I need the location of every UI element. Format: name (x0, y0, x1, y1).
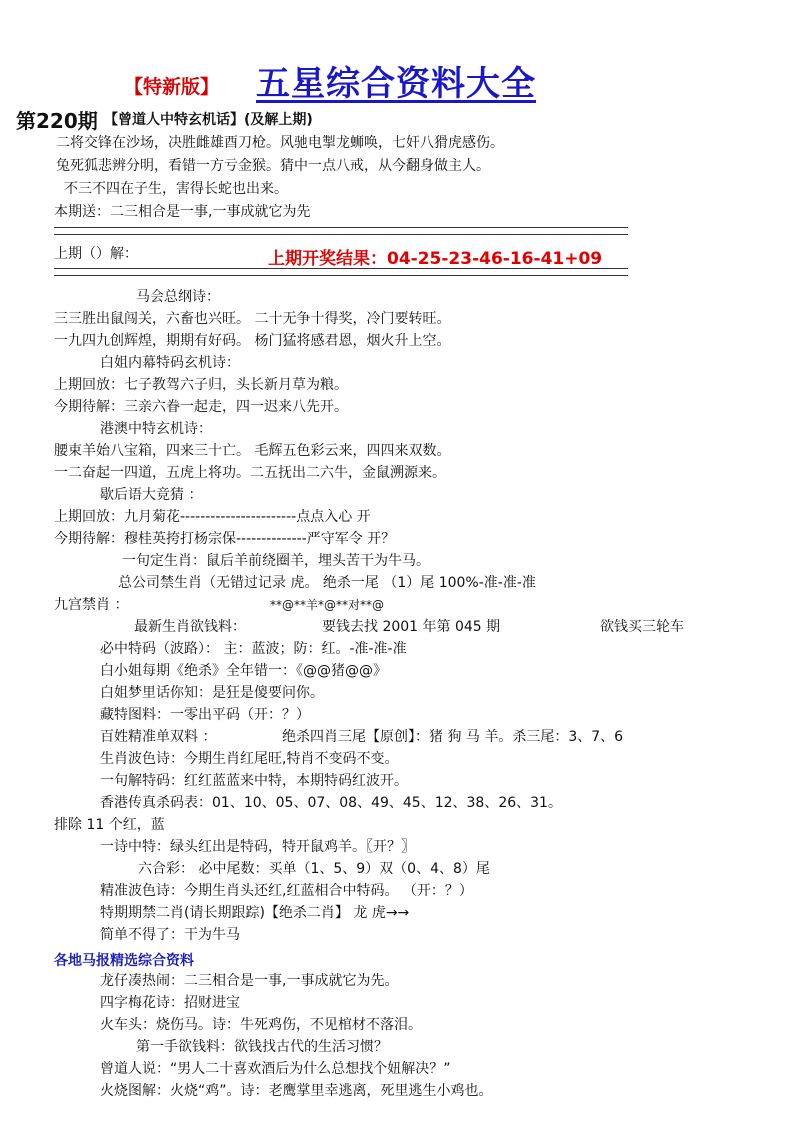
divider (54, 268, 628, 276)
list-item: 火车头：烧伤马。诗：牛死鸡伤，不见棺材不落泪。 (100, 1017, 422, 1033)
section-title: 各地马报精选综合资料 (54, 953, 194, 969)
poem-line: 兔死狐悲辨分明，看错一方亏金猴。猜中一点八戒，从今翻身做主人。 (56, 158, 490, 174)
issue-number: 第220期 (16, 109, 98, 133)
text-line: 三三胜出鼠闯关，六畜也兴旺。 二十无争十得奖，冷门要转旺。 (54, 311, 451, 327)
text-line: 生肖波色诗：今期生肖红尾旺,特肖不变码不变。 (100, 751, 399, 767)
text-line: 白姐梦里话你知：是狂是傻要问你。 (100, 685, 324, 701)
text-line: 欲钱买三轮车 (600, 619, 684, 635)
text-line: 特期期禁二肖(请长期跟踪)【绝杀二肖】 龙 虎→→ (100, 905, 410, 921)
text-line: 白小姐每期《绝杀》全年错一：《@@猪@@》 (100, 663, 387, 679)
text-line: 今期待解：穆桂英挎打杨宗保--------------严守军令 开？ (54, 531, 396, 547)
text-line: 精准波色诗：今期生肖头还红,红蓝相合中特码。 （开：？） (100, 883, 473, 899)
subheading: 歇后语大竞猜 ： (100, 487, 203, 503)
list-item: 曾道人说：“男人二十喜欢酒后为什么总想找个妞解决？” (100, 1061, 451, 1077)
text-line: 简单不得了：干为牛马 (100, 927, 240, 943)
list-item: 第一手欲钱料：欲钱找古代的生活习惯？ (136, 1039, 388, 1055)
list-item: 火烧图解：火烧“鸡”。诗：老鹰掌里幸逃离，死里逃生小鸡也。 (100, 1083, 493, 1099)
list-item: 四字梅花诗：招财进宝 (100, 995, 240, 1011)
page-title: 五星综合资料大全 (256, 64, 536, 104)
last-issue-label: 上期（）解： (54, 246, 138, 262)
text-line: 香港传真杀码表：01、10、05、07、08、49、45、12、38、26、31。 (100, 795, 562, 811)
subheading: 马会总纲诗： (136, 289, 220, 305)
text-line: 腰束羊始八宝箱，四来三十亡。 毛辉五色彩云来，四四来双数。 (54, 443, 451, 459)
text-line: 排除 11 个红，蓝 (54, 817, 165, 833)
poem-line: 不三不四在子生，害得长蛇也出来。 (64, 181, 288, 197)
subheading: 白姐内幕特码玄机诗： (100, 355, 240, 371)
issue-heading: 【曾道人中特玄机话】(及解上期) (104, 112, 313, 128)
poem-line: 二将交锋在沙场，决胜雌雄酉刀枪。风驰电掣龙蛳唤，七奸八猾虎感伤。 (56, 135, 504, 151)
text-line: 总公司禁生肖（无错过记录 虎。 绝杀一尾 （1）尾 100%-准-准-准 (118, 575, 536, 591)
text-line: 要钱去找 2001 年第 045 期 (322, 619, 501, 635)
text-line: 今期待解：三亲六眷一起走，四一迟来八先开。 (54, 399, 348, 415)
text-line: 上期回放：九月菊花-----------------------点点入心 开 (54, 509, 371, 525)
text-line: 上期回放：七子教驾六子归，头长新月草为粮。 (54, 377, 348, 393)
text-line: 九宫禁肖 ： (54, 597, 129, 613)
last-draw-result: 上期开奖结果：04-25-23-46-16-41+09 (268, 249, 603, 269)
text-line: 必中特码（波路）： 主：蓝波；防：红。-准-准-准 (100, 641, 407, 657)
text-line: 一九四九创辉煌，期期有好码。 杨门猛将感君恩，烟火升上空。 (54, 333, 451, 349)
text-line: 最新生肖欲钱料： (134, 619, 246, 635)
list-item: 龙仔凑热闹：二三相合是一事,一事成就它为先。 (100, 973, 399, 989)
text-line: 百姓精准单双料 ： (100, 729, 217, 745)
text-line: **@**羊*@**对**@ (270, 598, 385, 612)
gift-line: 本期送：二三相合是一事,一事成就它为先 (54, 204, 311, 220)
edition-badge: 【特新版】 (124, 76, 220, 98)
text-line: 一句定生肖：鼠后羊前绕圈羊，埋头苦干为牛马。 (122, 553, 430, 569)
text-line: 一诗中特：绿头红出是特码，特开鼠鸡羊。〖开？〗 (100, 839, 415, 855)
text-line: 一句解特码：红红蓝蓝来中特，本期特码红波开。 (100, 773, 408, 789)
text-line: 绝杀四肖三尾【原创】：猪 狗 马 羊。杀三尾：3、7、6 (282, 729, 624, 745)
text-line: 六合彩： 必中尾数：买单（1、5、9）双（0、4、8）尾 (138, 861, 490, 877)
subheading: 港澳中特玄机诗： (100, 421, 212, 437)
divider (54, 227, 628, 235)
text-line: 藏特图料：一零出平码（开：？） (100, 707, 310, 723)
text-line: 一二奋起一四道，五虎上将功。二五抚出二六牛，金鼠溯源来。 (54, 465, 446, 481)
